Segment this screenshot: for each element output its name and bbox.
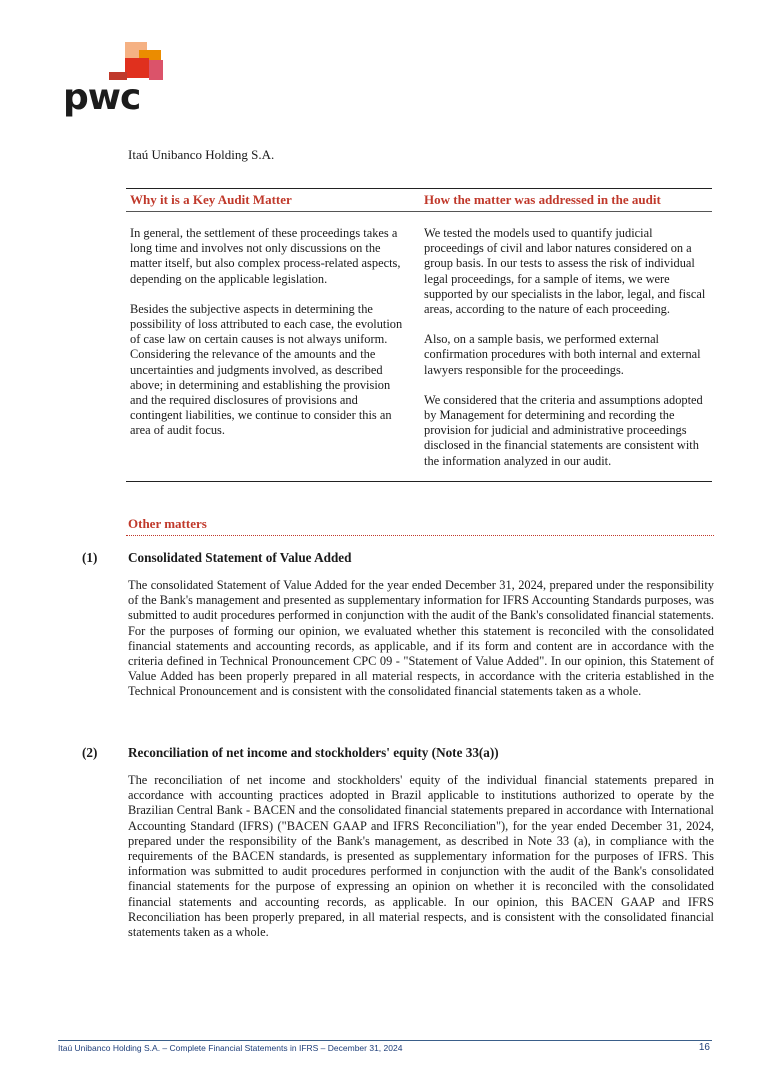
section-number: (1) bbox=[82, 550, 98, 565]
table-header bbox=[126, 189, 712, 212]
col-left-content bbox=[126, 226, 418, 469]
other-matters-rule bbox=[126, 535, 714, 536]
logo-block-rose bbox=[149, 60, 163, 80]
company-name: Itaú Unibanco Holding S.A. bbox=[128, 147, 275, 162]
section-body: The reconciliation of net income and stockholders' equity of the individual financial statements prepared in accordance with accounting practices adopted in Brazil applicable to institutions authorized to operate by the Brazilian Central Bank - BACEN and the consolidated financial statements prepared in accordance with International Accounting Standard (IFRS) ("BACEN GAAP and IFRS Reconciliation"), for the year ended December 31, 2024, prepared under the responsibility of the Bank's management, as described in Note 33 (a), in compliance with the requirements of the BACEN standards, is presented as supplementary information for the purposes of IFRS. This information was submitted to audit procedures performed in conjunction with the audit of the Bank's consolidated financial statements for the purpose of expressing an opinion on whether it is reconciled with the consolidated financial statements and accounting records, as applicable. In our opinion, this BACEN GAAP and IFRS Reconciliation has been properly prepared, in all material respects, and is consistent with the consolidated financial statements taken as a whole. bbox=[128, 773, 714, 940]
footer-rule bbox=[58, 1040, 712, 1041]
col-left-title: Why it is a Key Audit Matter bbox=[130, 192, 292, 207]
section-number: (2) bbox=[82, 745, 98, 760]
right-paragraph: Also, on a sample basis, we performed external confirmation procedures with both internal and external lawyers responsible for the proceedings. bbox=[424, 332, 701, 377]
section-heading bbox=[82, 550, 714, 566]
left-paragraph: Besides the subjective aspects in determining the possibility of loss attributed to each case, the evolution of case law on certain causes is not always uniform. Considering the relevance of the amounts and the uncertainties and judgments involved, as described above; in determining and establishing the provision and the required disclosures of provisions and contingent liabilities, we continue to consider this an area of audit focus. bbox=[130, 301, 403, 438]
section-reconciliation bbox=[82, 745, 714, 940]
other-matters-title: Other matters bbox=[128, 516, 207, 531]
logo-wordmark: pwc bbox=[63, 77, 141, 118]
section-body: The consolidated Statement of Value Added for the year ended December 31, 2024, prepared under the responsibility of the Bank's management and presented as supplementary information for IFRS Accounting Standards purposes, was submitted to audit procedures performed in conjunction with the audit of the Bank's consolidated financial statements. For the purposes of forming our opinion, we evaluated whether this statement is reconciled with the consolidated financial statements and accounting records, as applicable, and if its form and content are in accordance with the criteria defined in Technical Pronouncement CPC 09 - "Statement of Value Added". In our opinion, this Statement of Value Added has been properly prepared in all material respects, in accordance with the criteria established in the Technical Pronouncement and is consistent with the consolidated financial statements taken as a whole. bbox=[128, 578, 714, 699]
table-body bbox=[126, 212, 712, 482]
footer-text: Itaú Unibanco Holding S.A. – Complete Financial Statements in IFRS – December 31, 2024 bbox=[58, 1043, 403, 1053]
pwc-logo bbox=[63, 42, 173, 122]
col-right-content bbox=[418, 226, 712, 469]
section-value-added bbox=[82, 550, 714, 700]
section-title: Consolidated Statement of Value Added bbox=[128, 550, 352, 565]
logo-block-red bbox=[125, 58, 149, 78]
section-heading bbox=[82, 745, 714, 761]
key-audit-matter-table bbox=[126, 188, 712, 482]
left-paragraph: In general, the settlement of these proceedings takes a long time and involves not only discussions on the matter itself, but also complex process-related aspects, depending on the applicable legislation. bbox=[130, 226, 401, 286]
page-number: 16 bbox=[698, 1042, 710, 1053]
right-paragraph: We tested the models used to quantify judicial proceedings of civil and labor natures considered on a group basis. In our tests to assess the risk of individual legal proceedings, for a sample of items, we were supported by our specialists in the labor, legal, and fiscal areas, according to the nature of each proceeding. bbox=[424, 226, 706, 317]
col-right-title: How the matter was addressed in the audit bbox=[424, 192, 661, 207]
right-paragraph: We considered that the criteria and assumptions adopted by Management for determining and recording the provision for judicial and administrative proceedings disclosed in the financial statements are consistent with the information analyzed in our audit. bbox=[424, 392, 703, 468]
section-title: Reconciliation of net income and stockholders' equity (Note 33(a)) bbox=[128, 745, 499, 760]
